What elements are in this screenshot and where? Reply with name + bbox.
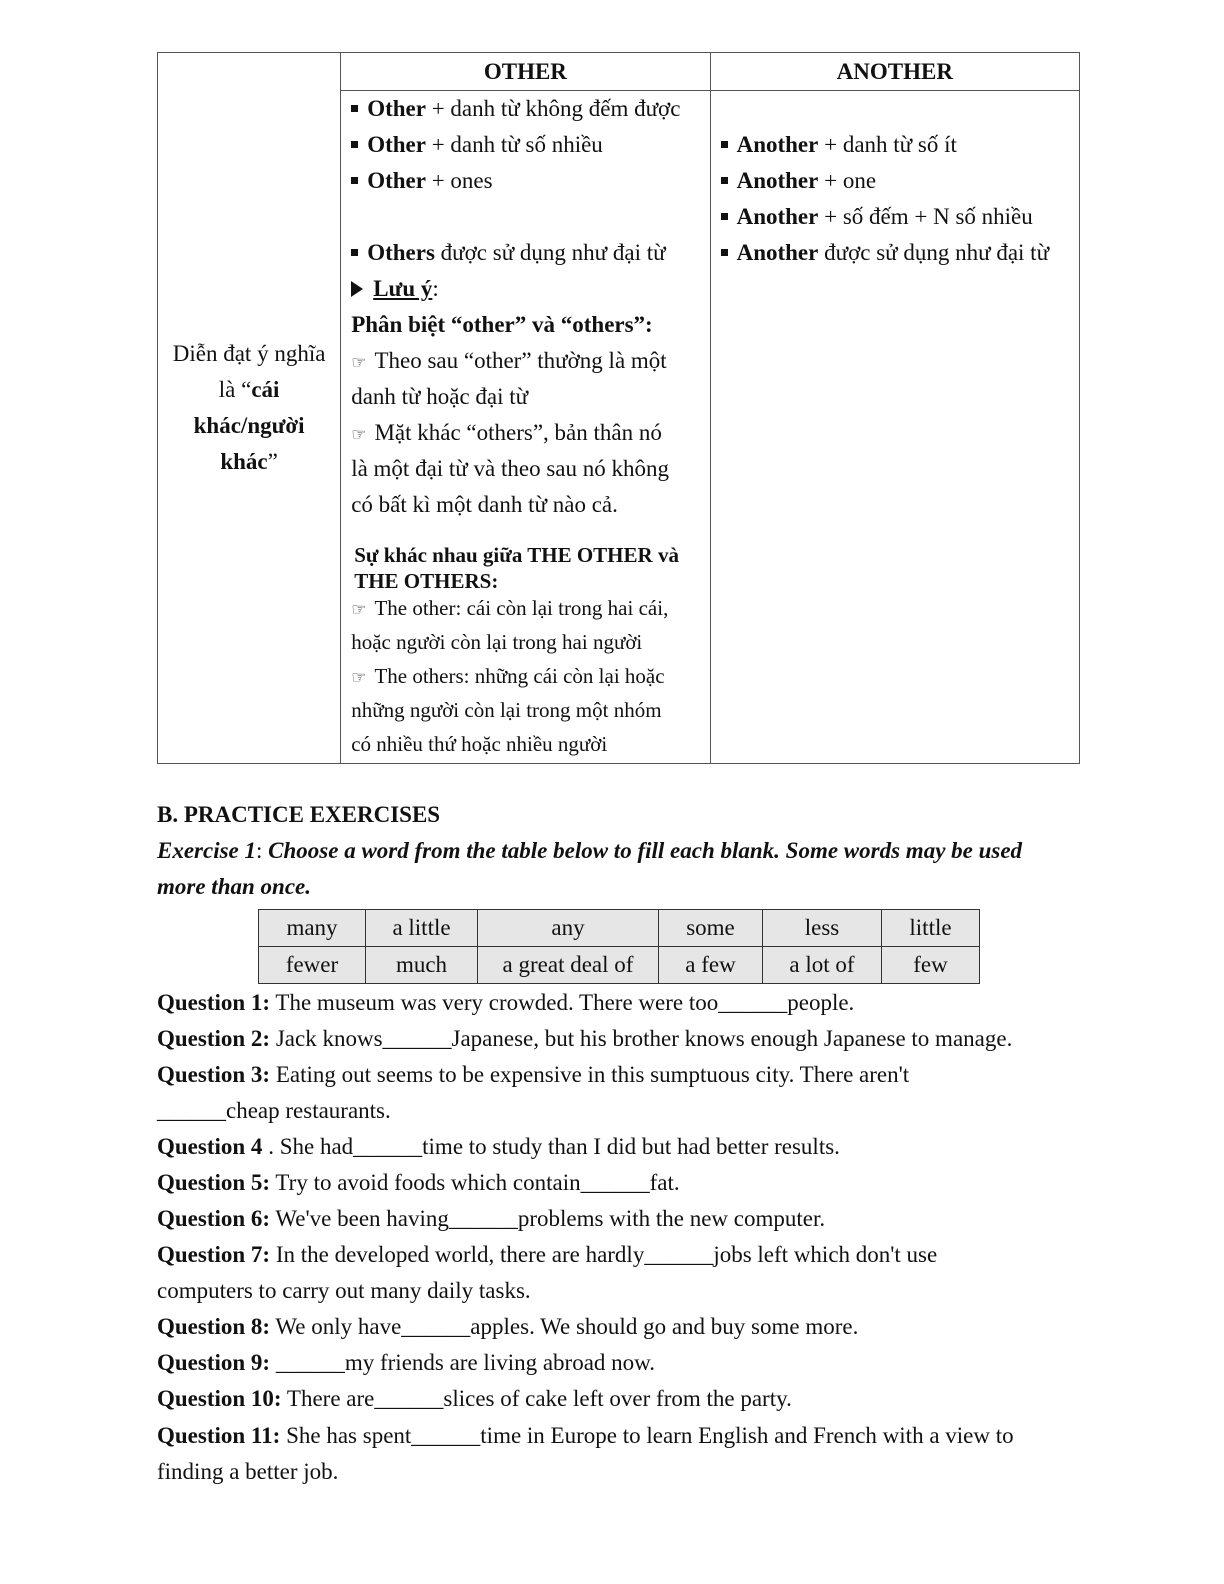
arrow-right-icon: [351, 281, 363, 297]
question-3-cont: ______cheap restaurants.: [157, 1098, 391, 1123]
difference-title-2: THE OTHERS:: [354, 569, 499, 593]
other-item-4: Others được sử dụng như đại từ: [351, 235, 665, 271]
pointing-hand-icon: ☞: [351, 600, 367, 619]
other-item-3: Other + ones: [351, 163, 492, 199]
other-item-2: Other + danh từ số nhiều: [351, 127, 603, 163]
another-column-cell: [710, 91, 1079, 764]
word-bank-row: [259, 947, 980, 984]
header-other: OTHER: [341, 53, 710, 91]
bullet-square-icon: [351, 105, 358, 112]
word-bank-row: [259, 910, 980, 947]
difference-line: ☞ The other: cái còn lại trong hai cái,: [351, 596, 669, 620]
question-2: Question 2: Jack knows______Japanese, but his brother knows enough Japanese to manage.: [157, 1026, 1013, 1051]
bullet-square-icon: [351, 177, 358, 184]
question-4: Question 4 . She had______time to study than I did but had better results.: [157, 1134, 840, 1159]
word-cell: a lot of: [763, 947, 882, 984]
bullet-square-icon: [721, 177, 728, 184]
pointing-hand-icon: ☞: [351, 425, 367, 444]
question-11: Question 11: She has spent______time in Europe to learn English and French with a view to: [157, 1423, 1014, 1448]
distinguish-line: có bất kì một danh từ nào cả.: [351, 492, 618, 517]
section-title: B. PRACTICE EXERCISES: [157, 802, 441, 827]
distinguish-line: danh từ hoặc đại từ: [351, 384, 529, 409]
word-cell: many: [259, 910, 366, 947]
pointing-hand-icon: ☞: [351, 668, 367, 687]
word-bank-table: [258, 909, 980, 984]
question-8: Question 8: We only have______apples. We should go and buy some more.: [157, 1314, 859, 1339]
meaning-line-2-pre: là “: [218, 377, 252, 402]
another-item-1: Another + danh từ số ít: [721, 127, 957, 163]
difference-line: hoặc người còn lại trong hai người: [351, 630, 643, 654]
meaning-line-4-bold: khác: [220, 449, 268, 474]
bullet-square-icon: [721, 141, 728, 148]
note-label: Lưu ý:: [351, 271, 439, 307]
bullet-square-icon: [351, 249, 358, 256]
distinguish-line: ☞ Mặt khác “others”, bản thân nó: [351, 420, 662, 445]
other-item-1: Other + danh từ không đếm được: [351, 91, 680, 127]
bullet-square-icon: [721, 213, 728, 220]
question-9: Question 9: ______my friends are living abroad now.: [157, 1350, 656, 1375]
word-cell: a few: [659, 947, 763, 984]
meaning-line-4-post: ”: [267, 449, 278, 474]
meaning-line-1: Diễn đạt ý nghĩa: [172, 341, 326, 366]
question-1: Question 1: The museum was very crowded. There were too______people.: [157, 990, 855, 1015]
exercise-instruction-cont: more than once.: [157, 874, 311, 899]
bullet-square-icon: [351, 141, 358, 148]
pointing-hand-icon: ☞: [351, 353, 367, 372]
distinguish-title: Phân biệt “other” và “others”:: [351, 312, 653, 337]
another-item-4: Another được sử dụng như đại từ: [721, 235, 1049, 271]
word-cell: few: [882, 947, 980, 984]
word-cell: little: [882, 910, 980, 947]
distinguish-line: là một đại từ và theo sau nó không: [351, 456, 669, 481]
another-item-2: Another + one: [721, 163, 876, 199]
word-cell: any: [478, 910, 659, 947]
word-cell: much: [366, 947, 478, 984]
other-column-cell: [341, 91, 710, 764]
exercise-instruction: Exercise 1: Choose a word from the table below to fill each blank. Some words may be used: [157, 838, 1023, 863]
difference-line: ☞ The others: những cái còn lại hoặc: [351, 664, 665, 688]
header-another: ANOTHER: [710, 53, 1079, 91]
question-7: Question 7: In the developed world, there are hardly______jobs left which don't use: [157, 1242, 938, 1267]
another-item-3: Another + số đếm + N số nhiều: [721, 199, 1033, 235]
question-6: Question 6: We've been having______problems with the new computer.: [157, 1206, 826, 1231]
question-3: Question 3: Eating out seems to be expensive in this sumptuous city. There aren't: [157, 1062, 910, 1087]
question-10: Question 10: There are______slices of cake left over from the party.: [157, 1386, 792, 1411]
meaning-line-2-bold: cái: [251, 377, 280, 402]
word-cell: fewer: [259, 947, 366, 984]
word-cell: less: [763, 910, 882, 947]
word-cell: a great deal of: [478, 947, 659, 984]
other-another-table: [157, 52, 1080, 764]
question-5: Question 5: Try to avoid foods which contain______fat.: [157, 1170, 680, 1195]
word-cell: a little: [366, 910, 478, 947]
meaning-cell: [158, 53, 341, 764]
difference-line: có nhiều thứ hoặc nhiều người: [351, 732, 608, 756]
question-7-cont: computers to carry out many daily tasks.: [157, 1278, 531, 1303]
difference-line: những người còn lại trong một nhóm: [351, 698, 662, 722]
word-cell: some: [659, 910, 763, 947]
distinguish-line: ☞ Theo sau “other” thường là một: [351, 348, 667, 373]
difference-title-1: Sự khác nhau giữa THE OTHER và: [354, 543, 679, 567]
bullet-square-icon: [721, 249, 728, 256]
meaning-line-3-bold: khác/người: [193, 413, 305, 438]
question-11-cont: finding a better job.: [157, 1459, 339, 1484]
